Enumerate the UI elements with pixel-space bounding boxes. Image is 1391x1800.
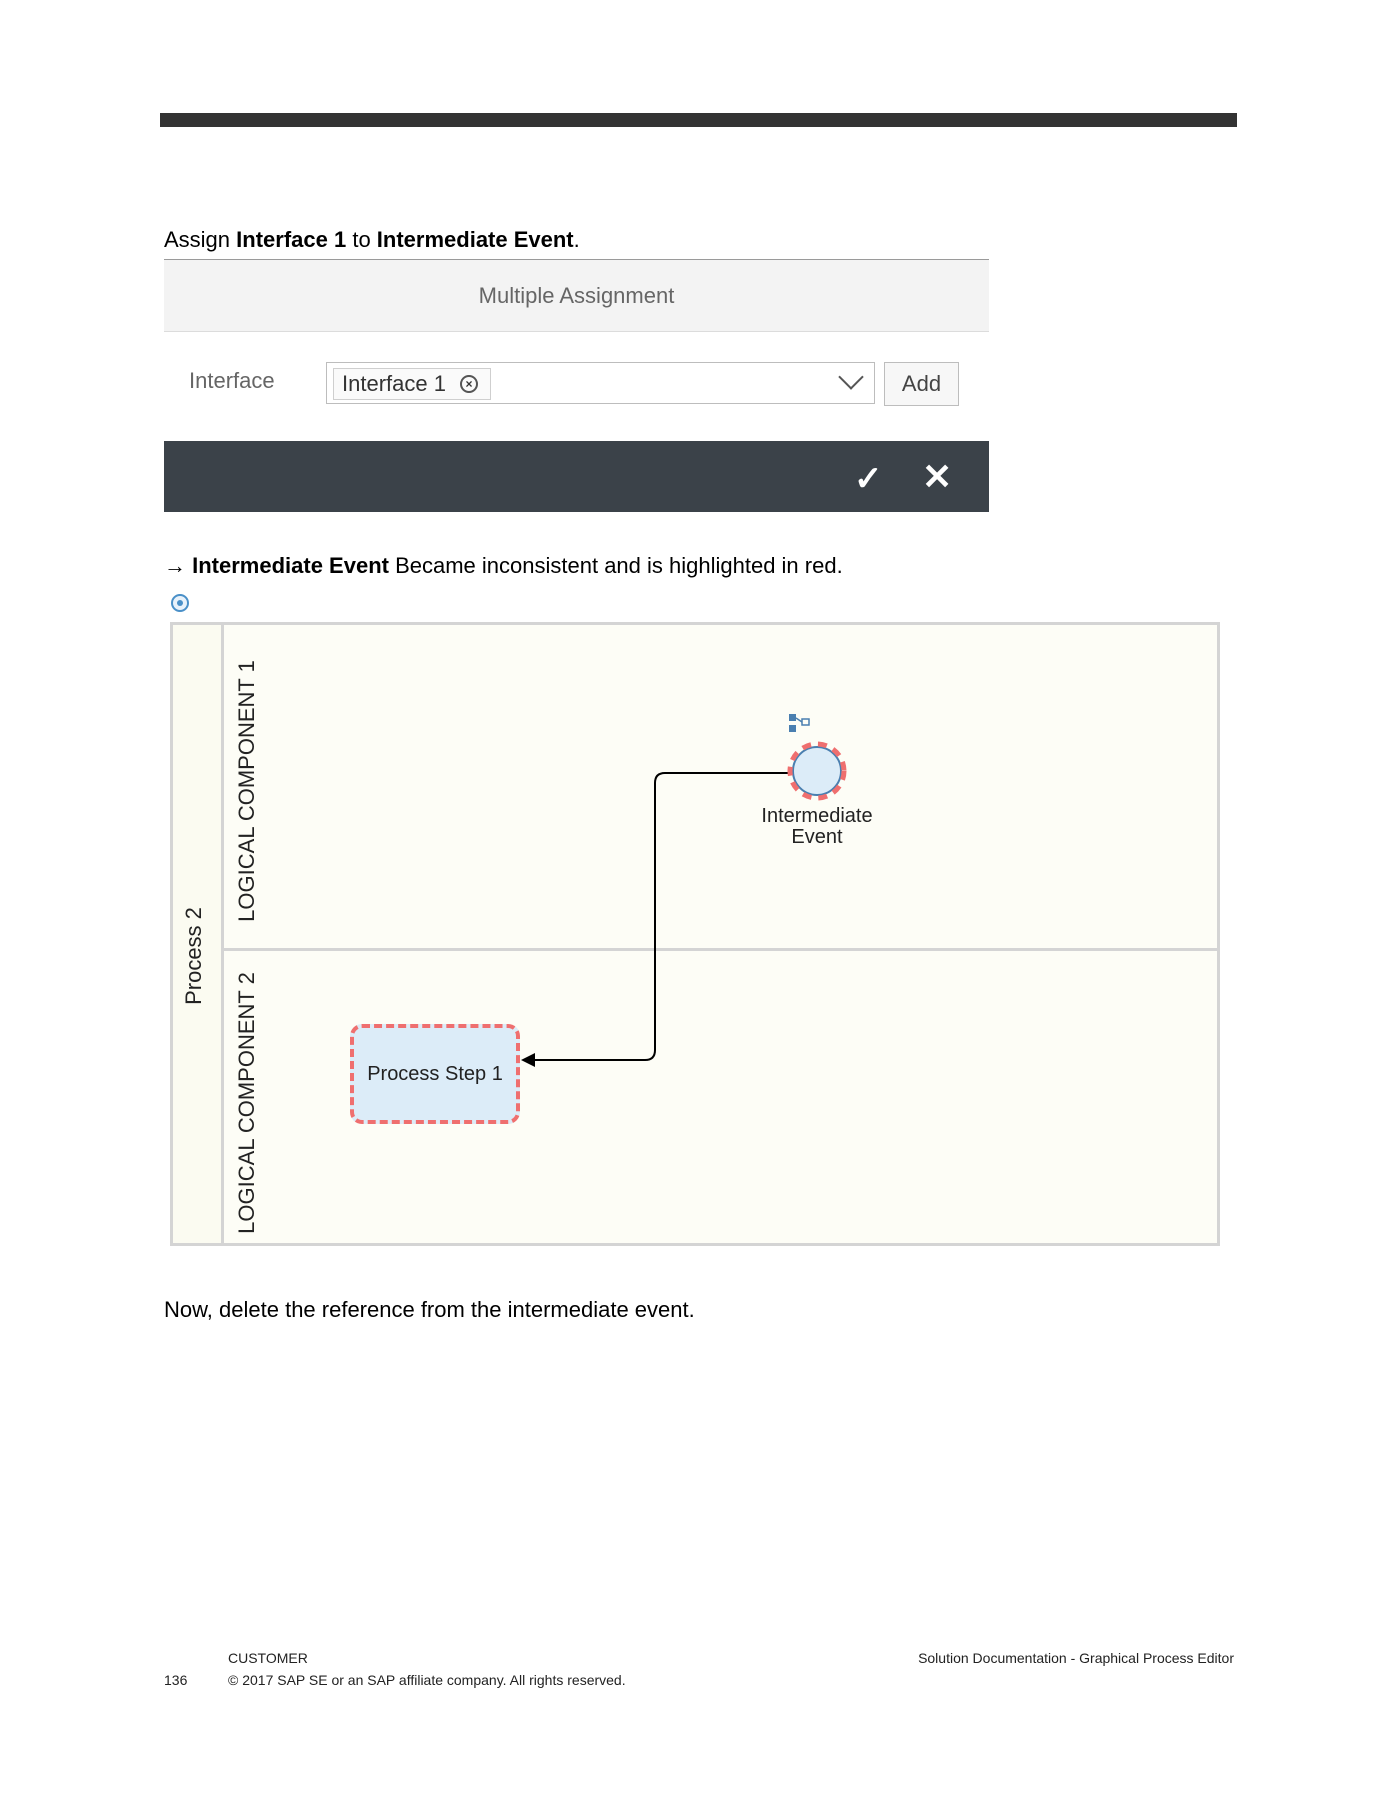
lane-label-2: LOGICAL COMPONENT 2 [234, 972, 259, 1234]
event-label-line-1: Intermediate [761, 805, 873, 827]
event-reference-icon[interactable] [789, 714, 809, 732]
dialog-title: Multiple Assignment [164, 260, 989, 332]
result-paragraph: → Intermediate Event Became inconsistent and is highlighted in red. [164, 553, 843, 578]
intro-paragraph: Assign Interface 1 to Intermediate Event. [164, 227, 580, 252]
interface-label: Interface [189, 368, 275, 393]
add-button[interactable]: Add [884, 362, 959, 406]
check-icon[interactable]: ✓ [854, 460, 883, 498]
lane-label-1: LOGICAL COMPONENT 1 [234, 660, 259, 922]
closing-paragraph: Now, delete the reference from the intermediate event. [164, 1297, 695, 1322]
event-label-line-2: Event [791, 826, 843, 848]
intermediate-event-node [793, 747, 841, 795]
token-label: Interface 1 [342, 371, 446, 396]
pool-label: Process 2 [181, 907, 206, 1005]
intermediate-event-label [747, 806, 887, 848]
close-icon[interactable]: ✕ [922, 456, 953, 497]
process-step-node[interactable] [350, 1024, 520, 1124]
footer-copyright: © 2017 SAP SE or an SAP affiliate company. All rights reserved. [228, 1672, 626, 1688]
footer-doc-title: Solution Documentation - Graphical Process Editor [918, 1650, 1234, 1666]
process-step-label: Process Step 1 [367, 1062, 503, 1085]
footer-page-number: 136 [164, 1672, 188, 1688]
remove-token-icon[interactable]: × [460, 375, 478, 393]
footer-classification: CUSTOMER [228, 1650, 308, 1666]
